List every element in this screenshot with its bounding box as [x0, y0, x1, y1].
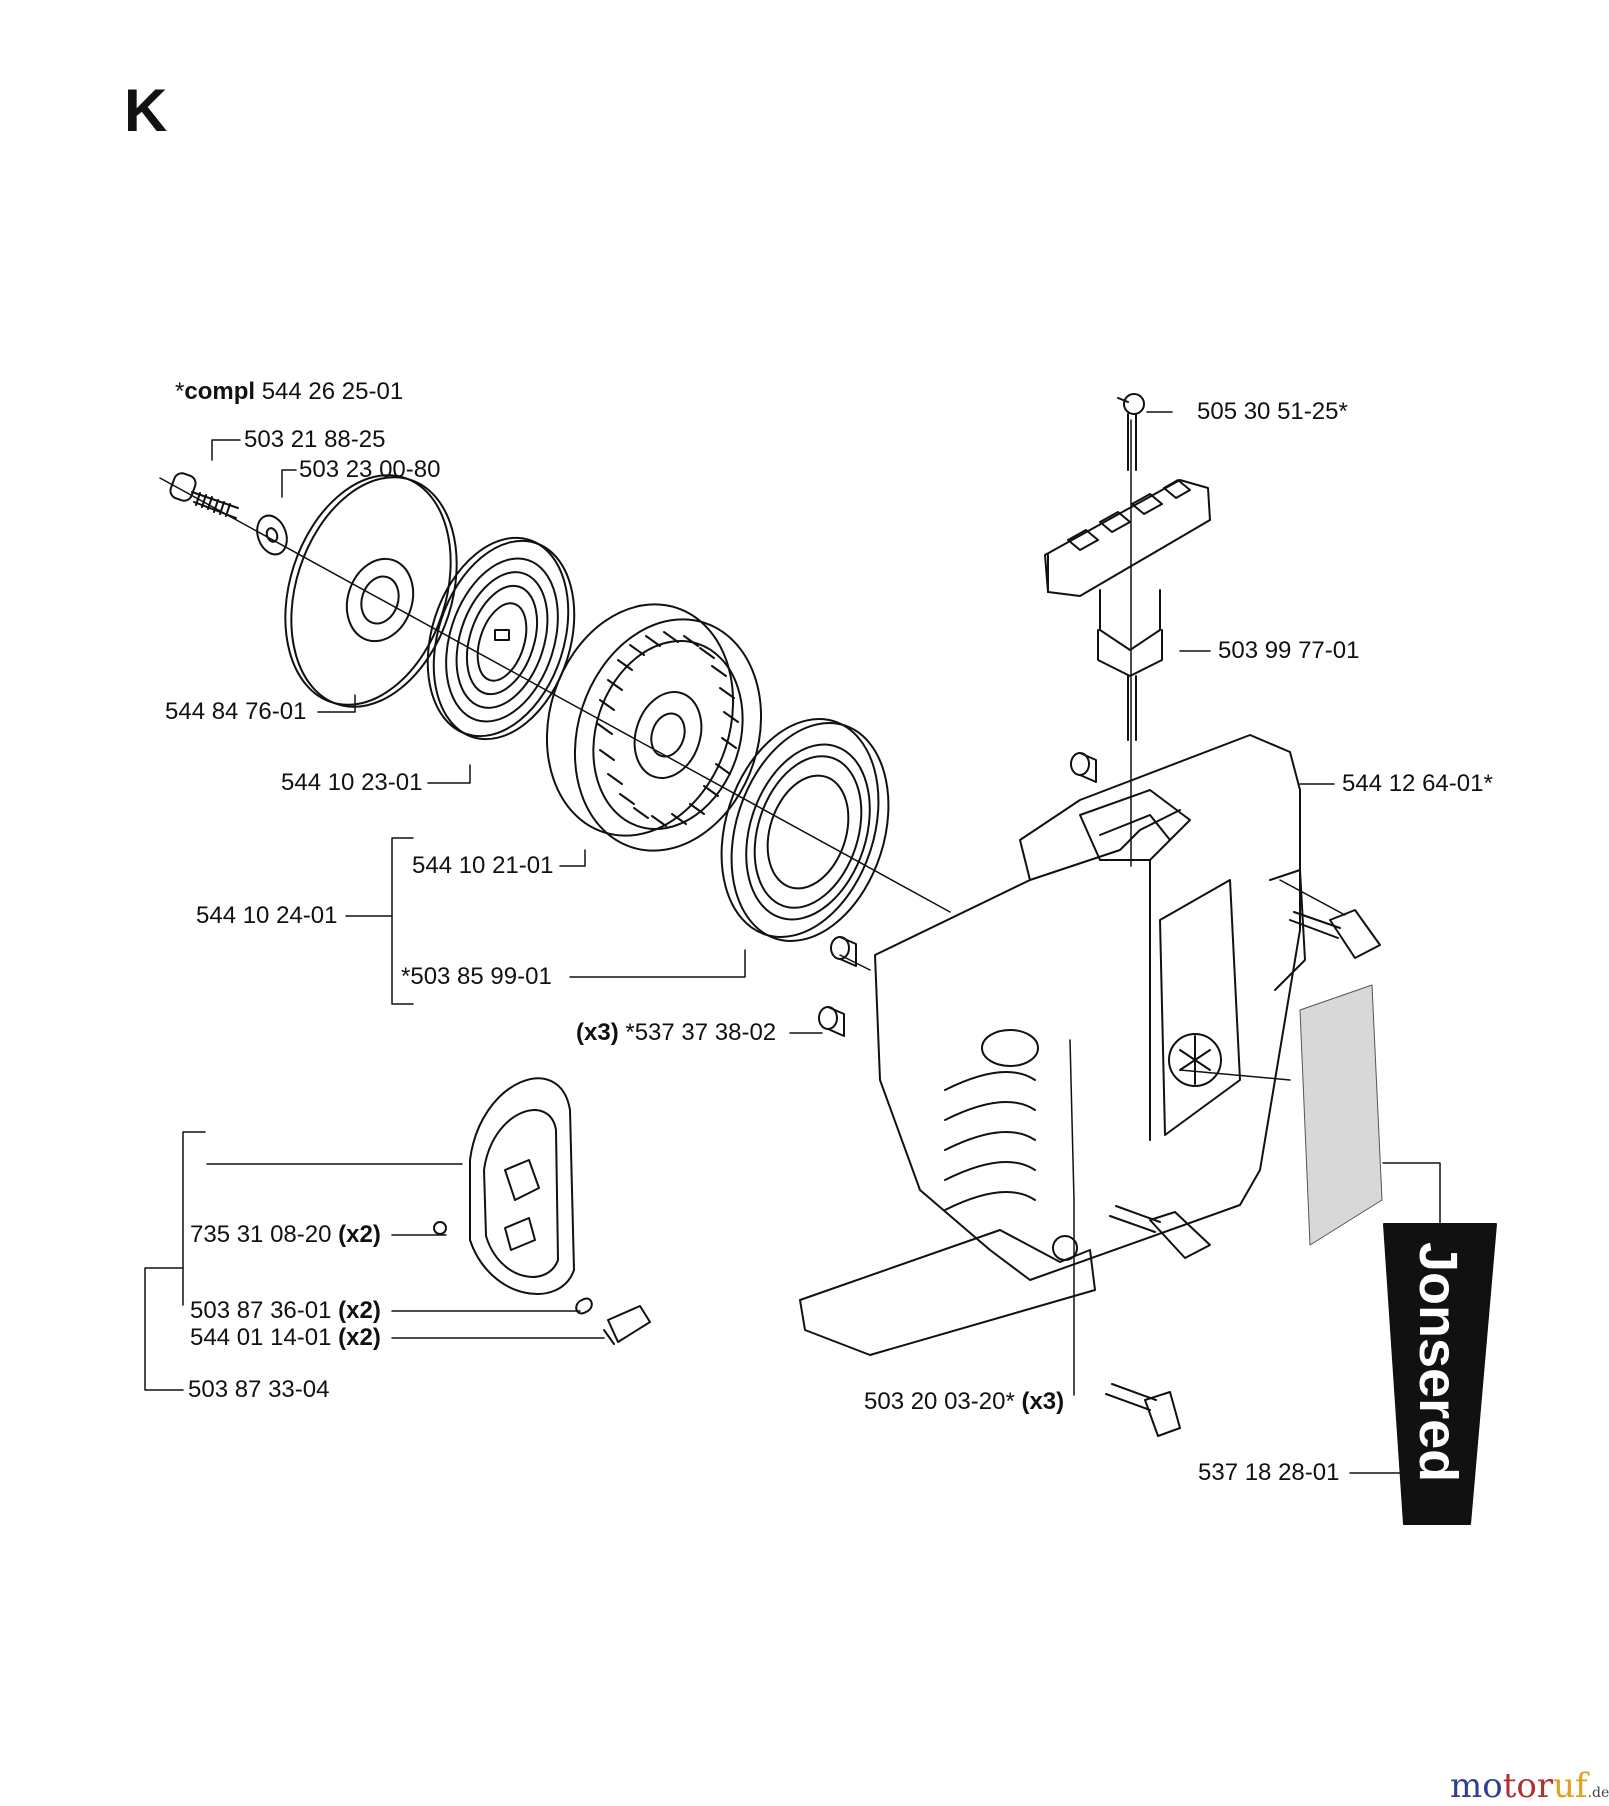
- pawl-clip: [434, 1222, 446, 1234]
- screw-number: 503 20 03-20*: [864, 1388, 1015, 1415]
- assembly-axis: [160, 478, 950, 912]
- leader-washer: [282, 470, 296, 497]
- label-pulley: 544 10 21-01: [412, 852, 554, 879]
- handle-part: [1045, 480, 1210, 740]
- label-bolt-top: 503 21 88-25: [244, 426, 386, 453]
- section-letter: K: [124, 77, 168, 144]
- leader-bolt-top: [212, 440, 240, 460]
- kit-prefix: *: [175, 378, 185, 405]
- axis-right-bolt: [1280, 880, 1345, 915]
- housing-hole: [982, 1030, 1038, 1066]
- bushing-number: *537 37 38-02: [625, 1019, 777, 1046]
- pawl-pin-qty: (x2): [338, 1324, 381, 1351]
- footer-brand-part3: uf: [1553, 1766, 1588, 1806]
- group-bracket-pawl-inner: [183, 1132, 205, 1305]
- kit-word: compl: [184, 378, 256, 405]
- group-bracket-pawl-outer: [145, 1268, 183, 1390]
- leader-spring: [428, 765, 470, 783]
- washer-part: [252, 511, 292, 558]
- bushing-qty: (x3): [576, 1019, 619, 1046]
- leader-rope: [570, 950, 745, 977]
- plate-part: [257, 454, 484, 729]
- decal-sheet-part: [1300, 985, 1382, 1245]
- label-group-pulley: 544 10 24-01: [196, 902, 338, 929]
- screw-lower-part: [1110, 1206, 1210, 1258]
- kit-number: 544 26 25-01: [261, 378, 404, 405]
- label-handle: 503 99 77-01: [1218, 637, 1360, 664]
- axis-side: [1180, 1070, 1290, 1080]
- housing-foot: [800, 1230, 1095, 1355]
- footer-watermark: [1450, 1766, 1609, 1806]
- footer-brand-part1: mo: [1450, 1766, 1503, 1806]
- pawl-assembly-part: [434, 1078, 650, 1344]
- bolt-top-part: [168, 471, 238, 518]
- leader-screw: [1070, 1040, 1074, 1395]
- brand-decal-text: Jonsered: [1408, 1242, 1468, 1483]
- label-housing: 544 12 64-01*: [1342, 770, 1493, 797]
- label-spring: 544 10 23-01: [281, 769, 423, 796]
- housing-vents: [945, 1072, 1035, 1210]
- pawl-spring-qty: (x2): [338, 1297, 381, 1324]
- screw-qty: (x3): [1021, 1388, 1065, 1415]
- label-rope: *503 85 99-01: [401, 963, 552, 990]
- kit-label: [175, 378, 403, 406]
- label-bushing: [576, 1019, 776, 1047]
- label-pawl: [190, 1221, 381, 1249]
- brand-decal: [1384, 1224, 1496, 1524]
- label-washer: 503 23 00-80: [299, 456, 441, 483]
- leader-pulley: [560, 850, 585, 866]
- pawl-pin-number: 544 01 14-01: [190, 1324, 332, 1351]
- pawl-number: 735 31 08-20: [190, 1221, 332, 1248]
- label-pawl-spring: [190, 1297, 381, 1325]
- pawl-spring-number: 503 87 36-01: [190, 1297, 332, 1324]
- label-screw: [864, 1388, 1064, 1416]
- screw-bottom-part: [1106, 1384, 1180, 1436]
- label-pawl-group: 503 87 33-04: [188, 1376, 330, 1403]
- footer-tld: .de: [1587, 1785, 1609, 1801]
- footer-brand-part2: tor: [1502, 1766, 1554, 1806]
- label-plate: 544 84 76-01: [165, 698, 307, 725]
- pawl-qty: (x2): [338, 1221, 381, 1248]
- label-pawl-pin: [190, 1324, 381, 1352]
- pawl-pin-part: [604, 1306, 650, 1344]
- label-decal: 537 18 28-01: [1198, 1459, 1340, 1486]
- label-rope-knot: 505 30 51-25*: [1197, 398, 1348, 425]
